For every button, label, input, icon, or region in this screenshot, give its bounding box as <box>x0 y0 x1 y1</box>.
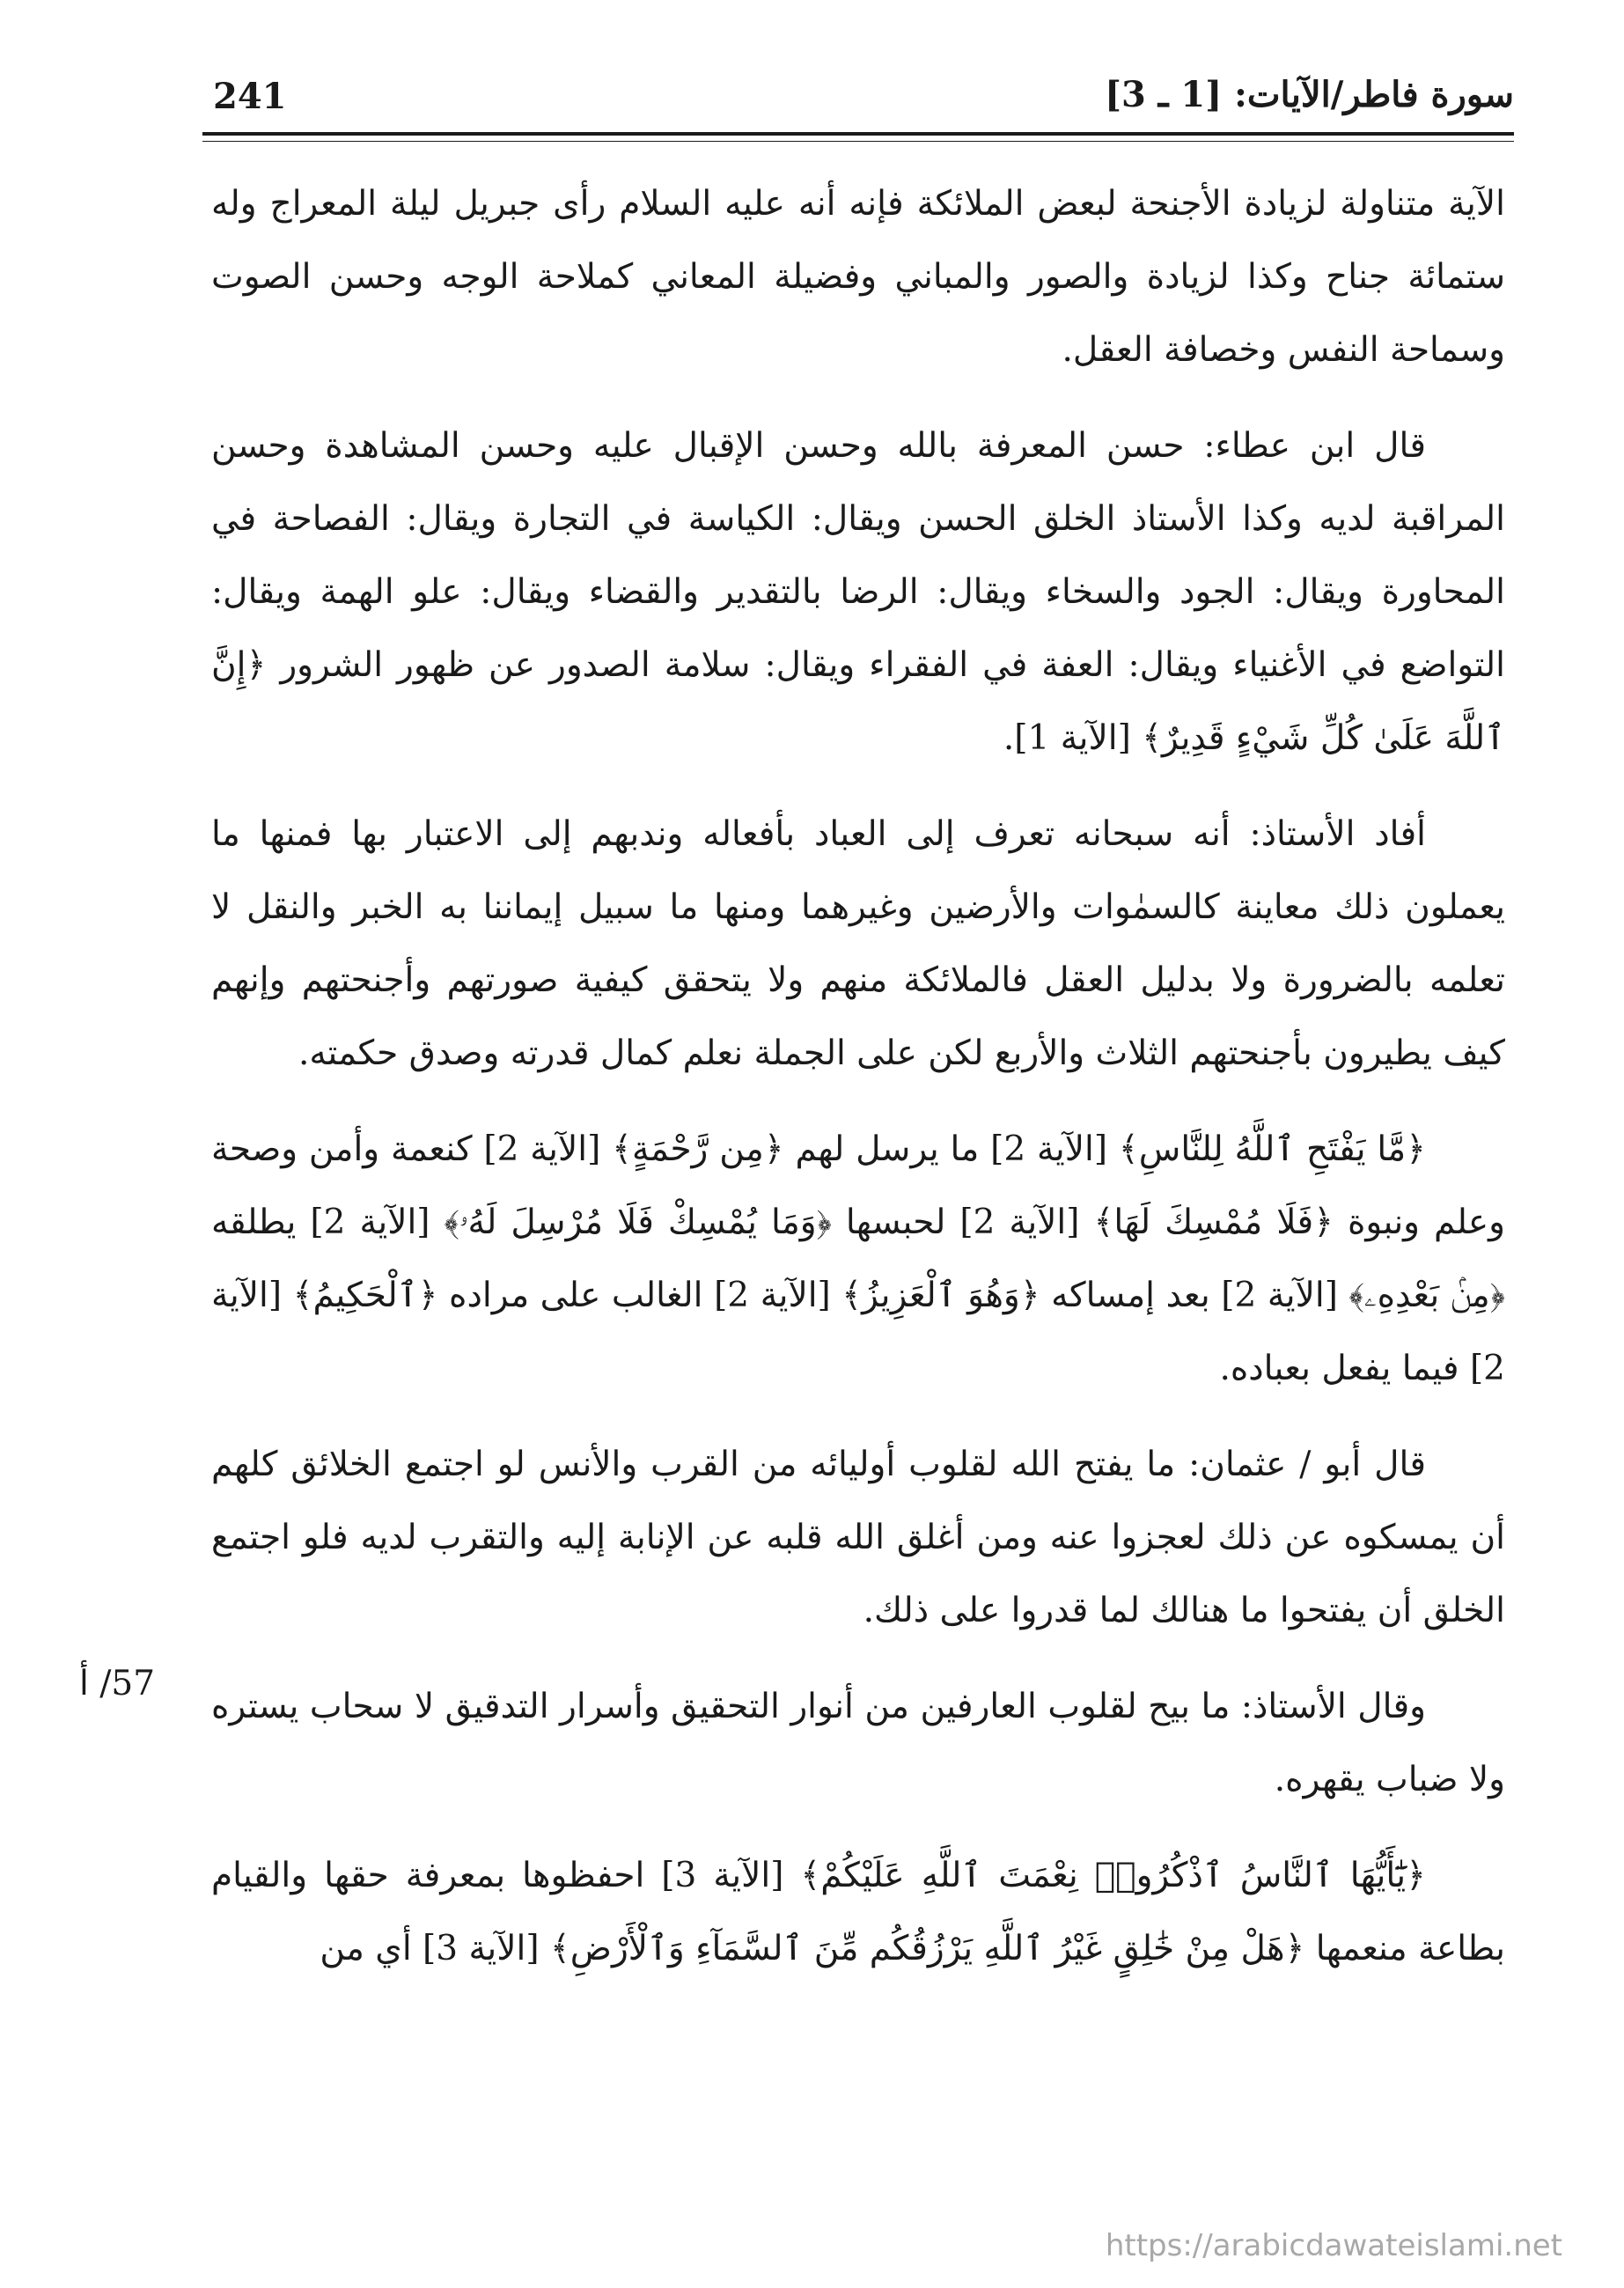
paragraph-5: قال أبو / عثمان: ما يفتح الله لقلوب أوليائه من القرب والأنس لو اجتمع الخلائق كلهم أن يمسكوه عن ذلك لعجزوا عنه ومن أغلق الله قلبه عن الإنابة إليه والتقرب لديه فلو اجتمع الخلق أن يفتحوا ما هنالك لما قدروا على ذلك. <box>211 1445 1505 1630</box>
paragraph-2: قال ابن عطاء: حسن المعرفة بالله وحسن الإقبال عليه وحسن المشاهدة وحسن المراقبة لديه وكذا الأستاذ الخلق الحسن ويقال: الكياسة في التجارة ويقال: الفصاحة في المحاورة ويقال: الجود والسخاء ويقال: الرضا بالتقدير والقضاء ويقال: علو الهمة ويقال: التواضع في الأغنياء ويقال: العفة في الفقراء ويقال: سلامة الصدور عن ظهور الشرور ﴿إِنَّ ٱللَّهَ عَلَىٰ كُلِّ شَيْءٍ قَدِيرٌ﴾ [الآية 1]. <box>211 426 1505 758</box>
paragraph-3: أفاد الأستاذ: أنه سبحانه تعرف إلى العباد بأفعاله وندبهم إلى الاعتبار بها فمنها ما يعملون ذلك معاينة كالسمٰوات والأرضين وغيرهما ومنها ما سبيل إيماننا به الخبر والنقل لا تعلمه بالضرورة ولا بدليل العقل فالملائكة منهم ولا يتحقق كيفية صورتهم وأجنحتهم وإنهم كيف يطيرون بأجنحتهم الثلاث والأربع لكن على الجملة نعلم كمال قدرته وصدق حكمته. <box>211 814 1505 1073</box>
body-text <box>211 167 1505 2008</box>
paragraph-7: ﴿يَٰٓأَيُّهَا ٱلنَّاسُ ٱذْكُرُوا۟ نِعْمَتَ ٱللَّهِ عَلَيْكُمْ﴾ [الآية 3] احفظوها بمعرفة حقها والقيام بطاعة منعمها ﴿هَلْ مِنْ خَٰلِقٍ غَيْرُ ٱللَّهِ يَرْزُقُكُم مِّنَ ٱلسَّمَآءِ وَٱلْأَرْضِ﴾ [الآية 3] أي من <box>211 1856 1505 1968</box>
paragraph-6: وقال الأستاذ: ما بيح لقلوب العارفين من أنوار التحقيق وأسرار التدقيق لا سحاب يستره ولا ضباب يقهره. <box>211 1687 1505 1799</box>
running-title: سورة فاطر/الآيات: [1 ـ 3] <box>1105 74 1514 115</box>
page-header <box>202 70 1514 132</box>
margin-folio-note: 57/ أ <box>79 1664 156 1703</box>
page-number: 241 <box>213 76 287 117</box>
watermark-url: https://arabicdawateislami.net <box>1105 2228 1562 2263</box>
header-divider-thin <box>202 141 1514 142</box>
paragraph-1: الآية متناولة لزيادة الأجنحة لبعض الملائكة فإنه أنه عليه السلام رأى جبريل ليلة المعراج وله ستمائة جناح وكذا لزيادة والصور والمباني وفضيلة المعاني كملاحة الوجه وحسن الصوت وسماحة النفس وخصافة العقل. <box>211 184 1505 370</box>
paragraph-4: ﴿مَّا يَفْتَحِ ٱللَّهُ لِلنَّاسِ﴾ [الآية 2] ما يرسل لهم ﴿مِن رَّحْمَةٍ﴾ [الآية 2] كنعمة وأمن وصحة وعلم ونبوة ﴿فَلَا مُمْسِكَ لَهَا﴾ [الآية 2] لحبسها ﴿وَمَا يُمْسِكْ فَلَا مُرْسِلَ لَهُۥ﴾ [الآية 2] يطلقه ﴿مِنۢ بَعْدِهِۦ﴾ [الآية 2] بعد إمساكه ﴿وَهُوَ ٱلْعَزِيزُ﴾ [الآية 2] الغالب على مراده ﴿ٱلْحَكِيمُ﴾ [الآية 2] فيما يفعل بعباده. <box>211 1129 1505 1388</box>
header-divider <box>202 132 1514 136</box>
